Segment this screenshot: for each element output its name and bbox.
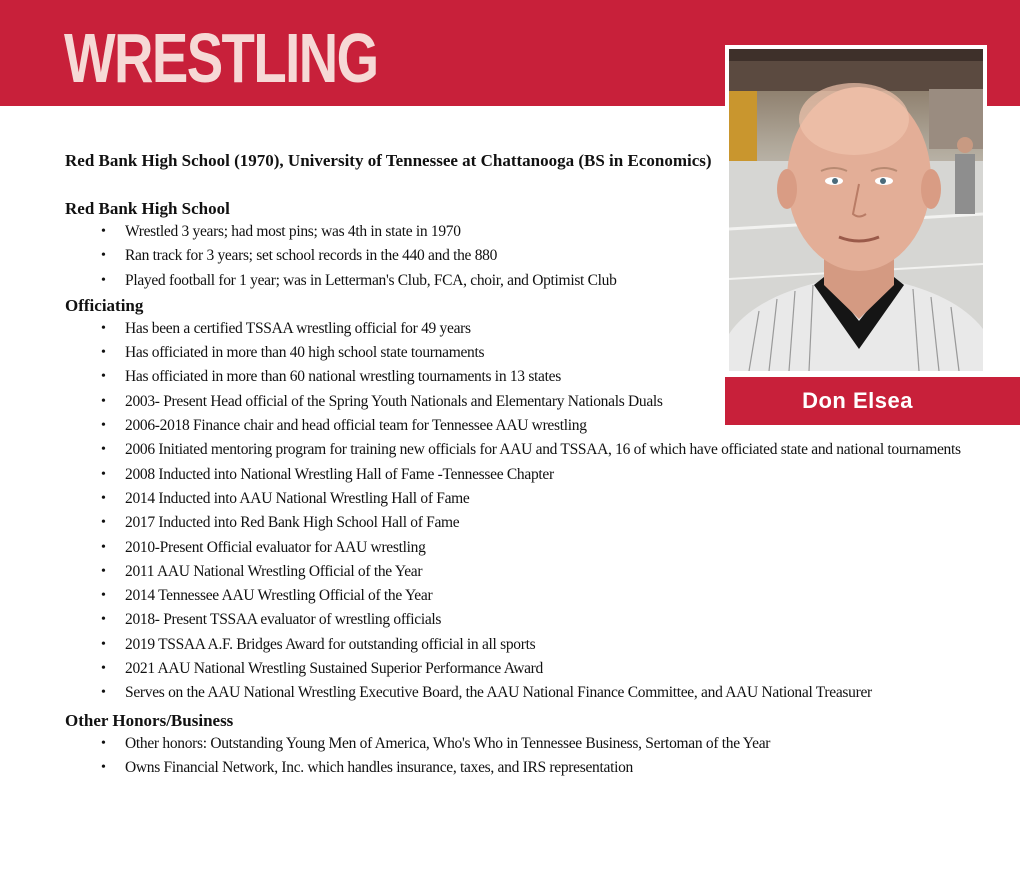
portrait-illustration: [729, 49, 983, 371]
list-item: • Has officiated in more than 60 national wrestling tournaments in 13 states: [65, 365, 685, 389]
list-item: • 2006-2018 Finance chair and head official team for Tennessee AAU wrestling: [65, 414, 985, 438]
profile-name: Don Elsea: [802, 388, 913, 413]
list-item: • Has officiated in more than 40 high school state tournaments: [65, 341, 685, 365]
section-heading: Other Honors/Business: [65, 710, 234, 730]
list-item: • 2010-Present Official evaluator for AAU wrestling: [65, 536, 985, 560]
list-item: • Ran track for 3 years; set school records in the 440 and the 880: [65, 244, 685, 268]
list-item: • 2019 TSSAA A.F. Bridges Award for outstanding official in all sports: [65, 633, 985, 657]
section-heading: Red Bank High School: [65, 199, 230, 218]
page-title: WRESTLING: [64, 19, 378, 97]
list-item: • 2011 AAU National Wrestling Official of the Year: [65, 560, 985, 584]
name-bar: [725, 377, 1020, 425]
list-item: • Owns Financial Network, Inc. which handles insurance, taxes, and IRS representation: [65, 756, 985, 780]
bullet-list: [65, 732, 985, 781]
list-item: • 2006 Initiated mentoring program for training new officials for AAU and TSSAA, 16 of which have officiated state and national tournaments: [65, 438, 985, 462]
list-item: • Has been a certified TSSAA wrestling official for 49 years: [65, 317, 685, 341]
section-other-honors: [65, 710, 985, 781]
list-item: • 2014 Inducted into AAU National Wrestling Hall of Fame: [65, 487, 985, 511]
list-item: • 2008 Inducted into National Wrestling Hall of Fame -Tennessee Chapter: [65, 463, 985, 487]
list-item: • 2018- Present TSSAA evaluator of wrestling officials: [65, 608, 985, 632]
list-item: • Serves on the AAU National Wrestling Executive Board, the AAU National Finance Committee, and AAU National Treasurer: [65, 681, 985, 705]
portrait-photo: [729, 49, 983, 371]
list-item: • 2003- Present Head official of the Spring Youth Nationals and Elementary Nationals Duals: [65, 390, 685, 414]
section-heading: Officiating: [65, 295, 144, 315]
list-item: • Played football for 1 year; was in Letterman's Club, FCA, choir, and Optimist Club: [65, 269, 685, 293]
list-item: • Wrestled 3 years; had most pins; was 4th in state in 1970: [65, 220, 685, 244]
portrait-frame: [725, 45, 987, 375]
list-item: • 2014 Tennessee AAU Wrestling Official of the Year: [65, 584, 985, 608]
education-line: Red Bank High School (1970), University of Tennessee at Chattanooga (BS in Economics): [65, 151, 712, 170]
list-item: • Other honors: Outstanding Young Men of America, Who's Who in Tennessee Business, Sertoman of the Year: [65, 732, 985, 756]
list-item: • 2021 AAU National Wrestling Sustained Superior Performance Award: [65, 657, 985, 681]
list-item: • 2017 Inducted into Red Bank High School Hall of Fame: [65, 511, 985, 535]
bullet-list: [65, 414, 985, 706]
